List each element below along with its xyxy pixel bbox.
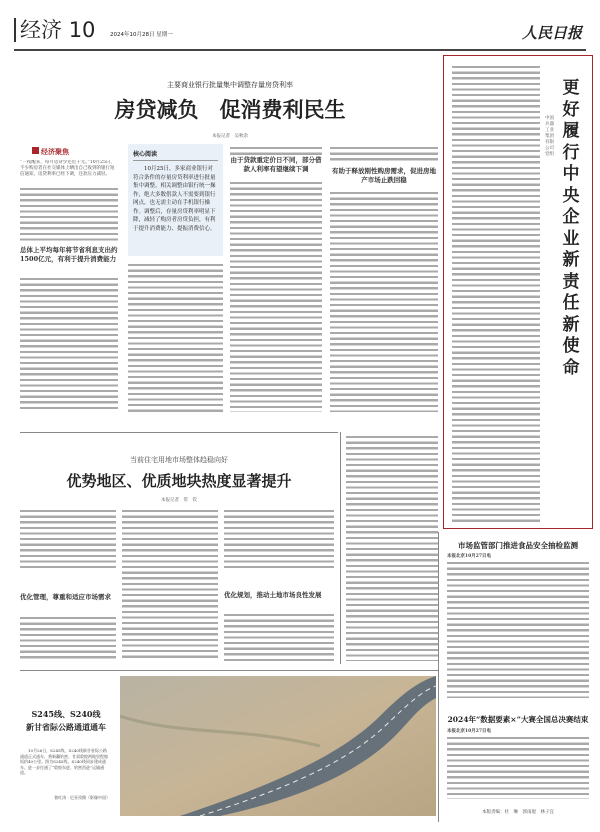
article2-text <box>346 434 438 661</box>
article1-text <box>20 186 118 242</box>
article2-text <box>224 612 334 661</box>
feature-text <box>452 64 540 522</box>
photo-headline-1: S245线、S240线 <box>31 709 101 719</box>
article1-text <box>330 145 438 163</box>
feature-headline: 更好履行中央企业新责任新使命 <box>562 78 580 378</box>
column-divider <box>438 532 439 822</box>
brief1-dateline: 本报北京10月27日电 <box>447 554 492 559</box>
column-label-icon <box>32 147 39 154</box>
feature-byline: 中国兵器工业集团有限公司党组 <box>545 116 554 157</box>
photo-rule <box>20 670 438 671</box>
page-credits: 本版责编：杜 琳 郭雨琨 林子宜 <box>482 810 554 815</box>
section-title <box>14 18 95 42</box>
column-label-text: 经济聚焦 <box>41 147 69 156</box>
brief2-text <box>447 735 589 799</box>
column-label <box>32 147 69 157</box>
article1-text <box>330 190 438 412</box>
article2-subhead: 优化规划，推动土地市场良性发展 <box>224 591 322 599</box>
core-reading-box <box>128 144 223 256</box>
photo-credit: 鲁红涛 · 尼亚孜摄（影像中国） <box>54 795 110 800</box>
column-divider <box>340 432 341 664</box>
photo-headline-2: 新甘省际公路通道通车 <box>26 722 106 732</box>
brief1-text <box>447 560 589 698</box>
road-photo <box>120 676 436 816</box>
article1-text <box>20 276 118 411</box>
article1-text <box>230 145 322 155</box>
page-number: 10 <box>68 18 96 42</box>
article2-rule <box>20 432 338 433</box>
article1-text <box>230 180 322 412</box>
article2-text <box>122 508 218 661</box>
article1-byline: 本报记者 吴秋余 <box>212 134 248 139</box>
article2-text <box>224 508 334 571</box>
feature-box <box>443 55 593 529</box>
core-reading-title: 核心阅读 <box>133 149 218 161</box>
brief1-headline: 市场监管部门推进食品安全抽检监测 <box>458 541 578 550</box>
article2-text <box>20 508 116 570</box>
article2-subhead: 优化管理，尊重和适应市场需求 <box>20 593 111 601</box>
article2-subtitle: 当前住宅用地市场整体趋稳向好 <box>130 456 228 464</box>
article2-text <box>20 615 116 661</box>
newspaper-logo: 人民日报 <box>521 24 582 42</box>
article1-text <box>128 262 223 412</box>
header-rule <box>14 49 586 51</box>
article2-byline: 本报记者 常 钦 <box>161 498 197 503</box>
article1-subtitle: 主要商业银行批量集中调整存量房贷利率 <box>167 81 293 89</box>
photo-caption: 10月26日，S245线、S240线新甘省际公路通道正式通车，将新疆哈密、甘肃敦煌两地里程缩短约40公里。图为S245线、S240线同步建成通车，进一步打通了“敦煌东进、哈密西进”运输通道。 <box>20 748 108 775</box>
article1-subhead: 由于贷款重定价日不同，部分借款人利率有望继续下调 <box>230 156 322 173</box>
article1-subhead: 有助于释放刚性购房需求，促进房地产市场止跌回稳 <box>332 167 436 184</box>
section-name: 经济 <box>20 18 62 42</box>
article1-headline: 房贷减负 促消费利民生 <box>114 98 346 122</box>
article1-subhead: 总体上平均每年将节省利息支出约1500亿元，有利于提升消费能力 <box>20 246 118 263</box>
core-reading-text: 10月25日，多家商业银行对符合条件的存量房贷利率进行批量集中调整。相关调整由银行统一操作，绝大多数借款人不需要到银行网点，也无需主动在手机银行操作。调整后，存量房贷利率明显下降，减轻了购房者房贷负担，有利于提升消费能力、提振消费信心。 <box>133 166 216 232</box>
article1-lead: “一夜醒来，每月房贷少还近千元。”10月25日，不少购房者在社交媒体上晒出自己收到的银行短信通知，房贷利率已经下调，还款压力减轻。 <box>20 160 115 177</box>
issue-date: 2024年10月28日 星期一 <box>110 32 173 38</box>
article2-headline: 优势地区、优质地块热度显著提升 <box>66 472 292 490</box>
brief2-dateline: 本报北京10月27日电 <box>447 729 492 734</box>
brief2-headline: 2024年“数据要素×”大赛全国总决赛结束 <box>447 715 589 724</box>
